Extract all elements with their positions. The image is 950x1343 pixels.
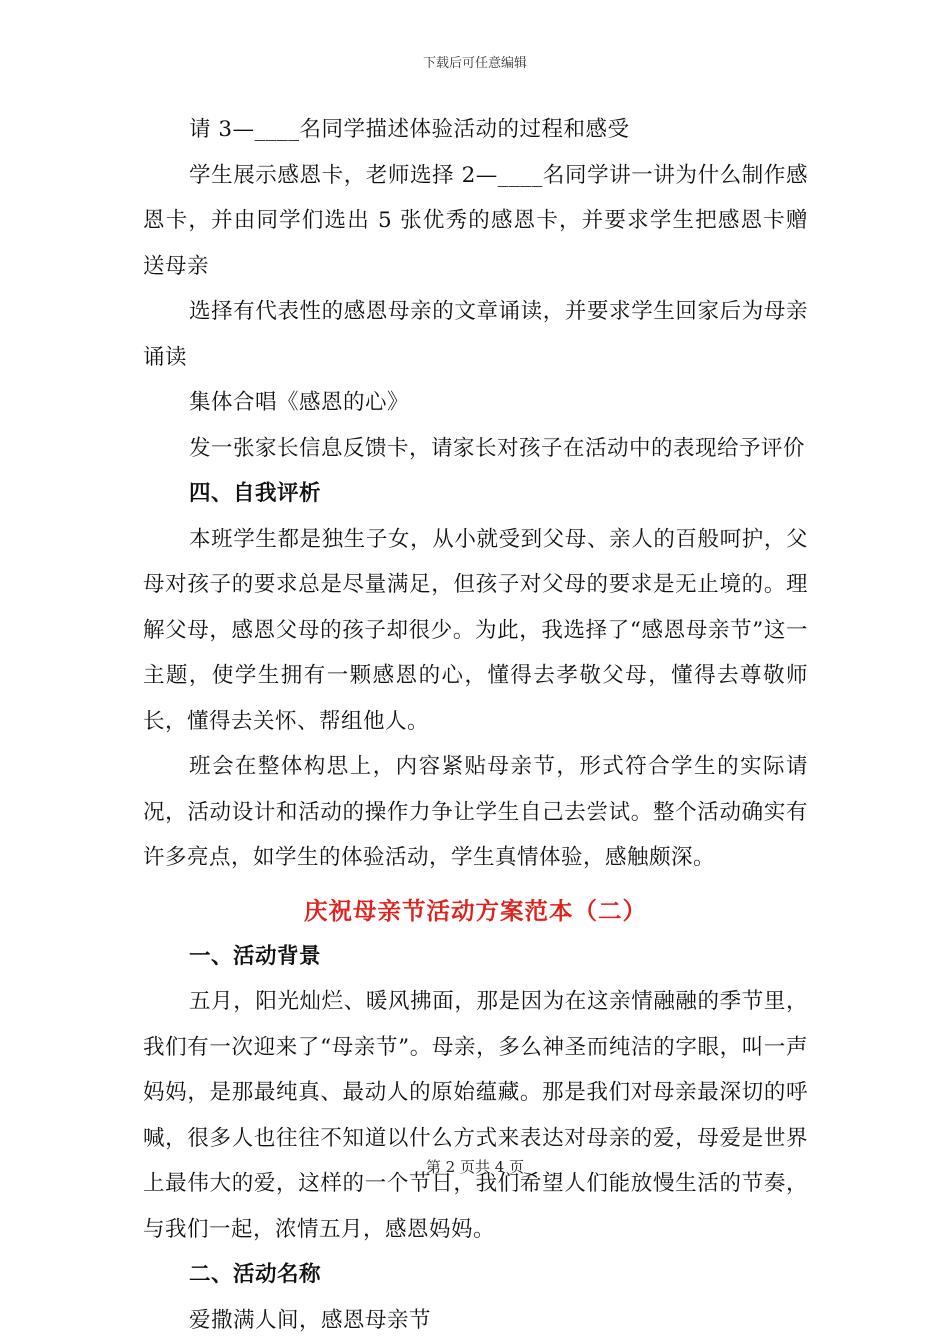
- paragraph-background: 五月，阳光灿烂、暖风拂面，那是因为在这亲情融融的季节里，我们有一次迎来了“母亲节”。母亲，多么神圣而纯洁的字眼，叫一声妈妈，是那最纯真、最动人的原始蕴藏。那是我们对母亲最深切的呼喊，很多人也往往不知道以什么方式来表达对母亲的爱，母爱是世界上最伟大的爱，这样的一个节日，我们希望人们能放慢生活的节奏，与我们一起，浓情五月，感恩妈妈。: [143, 979, 808, 1252]
- paragraph-self-evaluation-2: 班会在整体构思上，内容紧贴母亲节，形式符合学生的实际请况，活动设计和活动的操作力争让学生自己去尝试。整个活动确实有许多亮点，如学生的体验活动，学生真情体验，感触颇深。: [143, 744, 808, 881]
- section-heading-background: 一、活动背景: [143, 934, 808, 980]
- section-heading-activity-name: 二、活动名称: [143, 1252, 808, 1298]
- page-number: 第 2 页共 4 页: [0, 1156, 950, 1177]
- paragraph-self-evaluation-1: 本班学生都是独生子女，从小就受到父母、亲人的百般呵护，父母对孩子的要求总是尽量满足，但孩子对父母的要求是无止境的。理解父母，感恩父母的孩子却很少。为此，我选择了“感恩母亲节”这一主题，使学生拥有一颗感恩的心，懂得去孝敬父母，懂得去尊敬师长，懂得去关怀、帮组他人。: [143, 517, 808, 745]
- section-heading-self-evaluation: 四、自我评析: [143, 471, 808, 517]
- paragraph-step-feedback: 发一张家长信息反馈卡，请家长对孩子在活动中的表现给予评价: [143, 426, 808, 472]
- header-note: 下载后可任意编辑: [0, 52, 950, 71]
- paragraph-step-reading: 选择有代表性的感恩母亲的文章诵读，并要求学生回家后为母亲诵读: [143, 289, 808, 380]
- paragraph-step-cards: 学生展示感恩卡，老师选择 2—____名同学讲一讲为什么制作感恩卡，并由同学们选出 5 张优秀的感恩卡，并要求学生把感恩卡赠送母亲: [143, 153, 808, 290]
- document-title-part-two: 庆祝母亲节活动方案范本（二）: [143, 886, 808, 937]
- paragraph-step-describe: 请 3—____名同学描述体验活动的过程和感受: [143, 107, 808, 153]
- paragraph-step-singing: 集体合唱《感恩的心》: [143, 380, 808, 426]
- paragraph-activity-name: 爱撒满人间，感恩母亲节: [143, 1298, 808, 1343]
